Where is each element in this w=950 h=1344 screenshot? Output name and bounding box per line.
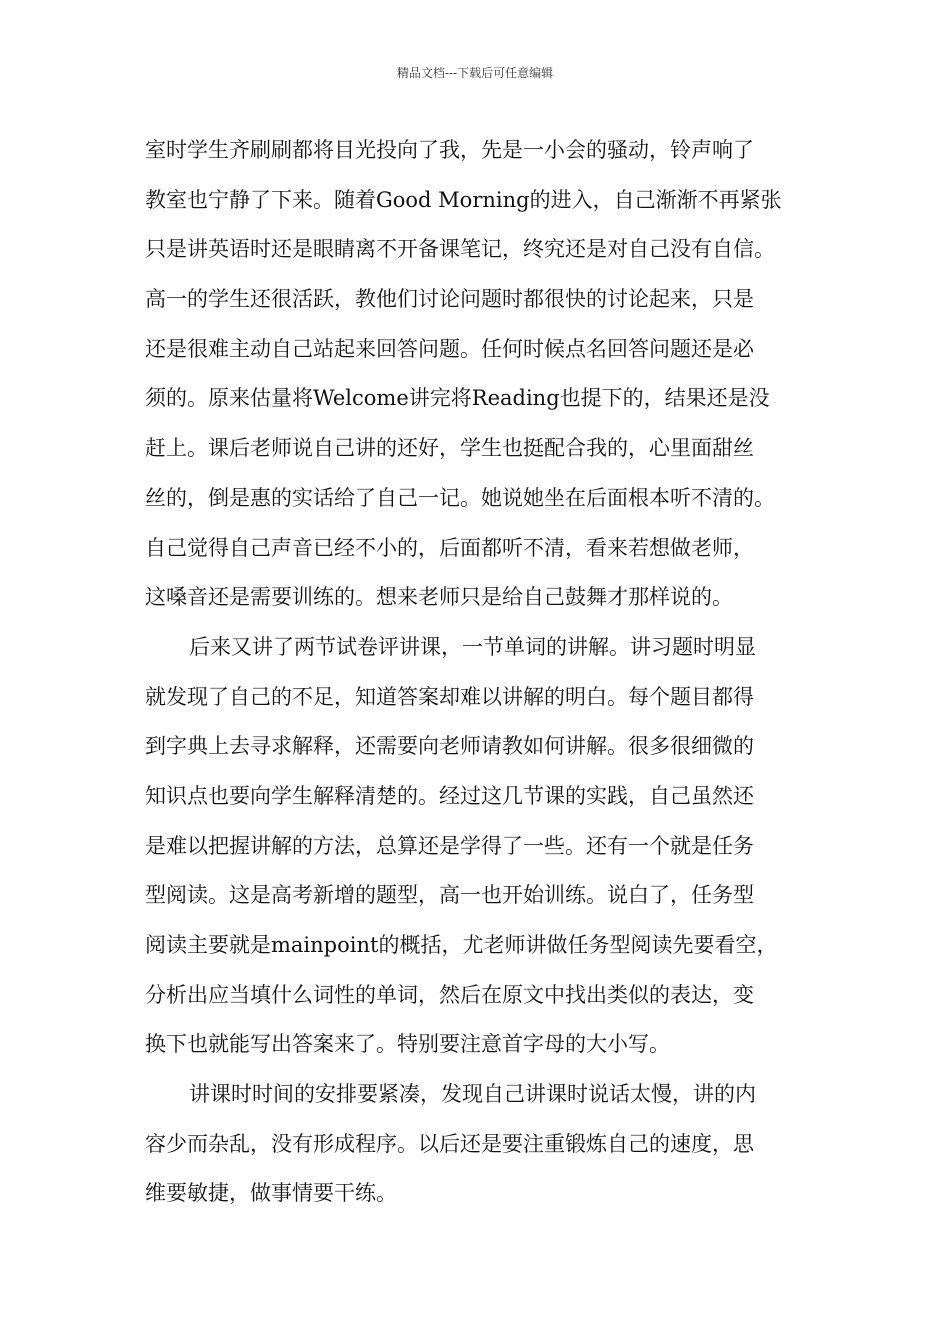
- text-line: 室时学生齐刷刷都将目光投向了我，先是一小会的骚动，铃声响了: [145, 138, 754, 162]
- text-line: 就发现了自己的不足，知道答案却难以讲解的明白。每个题目都得: [145, 684, 754, 709]
- text-line: 丝的，倒是惠的实话给了自己一记。她说她坐在后面根本听不清的。: [145, 485, 775, 510]
- text-line: 到字典上去寻求解释，还需要向老师请教如何讲解。很多很细微的: [145, 734, 754, 759]
- text-line: 型阅读。这是高考新增的题型，高一也开始训练。说白了，任务型: [145, 883, 754, 908]
- text-line: 只是讲英语时还是眼睛离不开备课笔记，终究还是对自己没有自信。: [145, 237, 775, 262]
- text-line: 知识点也要向学生解释清楚的。经过这几节课的实践，自己虽然还: [145, 783, 754, 808]
- text-line: 高一的学生还很活跃，教他们讨论问题时都很快的讨论起来，只是: [145, 287, 754, 312]
- text-line: 是难以把握讲解的方法，总算还是学得了一些。还有一个就是任务: [145, 833, 754, 858]
- text-line: 容少而杂乱，没有形成程序。以后还是要注重锻炼自己的速度，思: [145, 1131, 754, 1156]
- text-line: 分析出应当填什么词性的单词，然后在原文中找出类似的表达，变: [145, 982, 754, 1007]
- text-line: 维要敏捷，做事情要干练。: [145, 1181, 397, 1206]
- text-line: 赶上。课后老师说自己讲的还好，学生也挺配合我的，心里面甜丝: [145, 436, 754, 461]
- text-line: 阅读主要就是mainpoint的概括，尤老师讲做任务型阅读先要看空，: [145, 933, 778, 957]
- paragraph-1: [145, 126, 825, 623]
- text-line: 换下也就能写出答案来了。特别要注意首字母的大小写。: [145, 1032, 670, 1057]
- text-line: 讲课时时间的安排要紧凑，发现自己讲课时说话太慢，讲的内: [189, 1082, 756, 1107]
- paragraph-2: [145, 623, 825, 1070]
- text-line: 自己觉得自己声音已经不小的，后面都听不清，看来若想做老师，: [145, 535, 754, 560]
- document-body: [145, 126, 825, 1219]
- text-line: 后来又讲了两节试卷评讲课，一节单词的讲解。讲习题时明显: [189, 634, 756, 659]
- text-line: 须的。原来估量将Welcome讲完将Reading也提下的，结果还是没: [145, 386, 770, 411]
- text-line: 教室也宁静了下来。随着Good Morning的进入，自己渐渐不再紧张: [145, 187, 782, 212]
- text-line: 这嗓音还是需要训练的。想来老师只是给自己鼓舞才那样说的。: [145, 585, 733, 610]
- page-header: 精品文档---下载后可任意编辑: [396, 66, 554, 80]
- paragraph-3: [145, 1070, 825, 1219]
- text-line: 还是很难主动自己站起来回答问题。任何时候点名回答问题还是必: [145, 336, 754, 361]
